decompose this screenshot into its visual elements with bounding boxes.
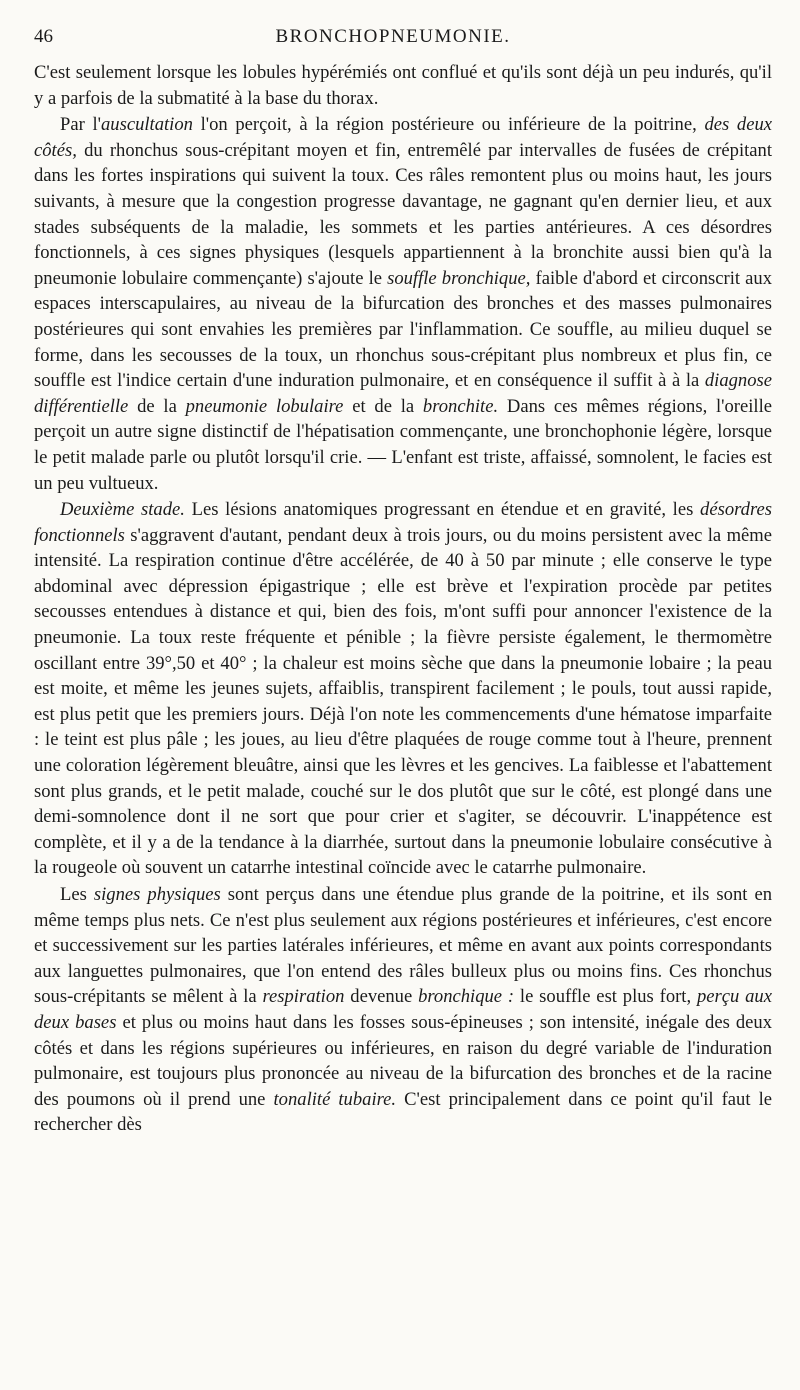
paragraph-deuxieme-stade <box>34 497 772 881</box>
page-number: 46 <box>34 26 53 47</box>
text-run: faible d'abord et circonscrit aux espaces interscapulaires, au niveau de la bifurcation des bronches et des masses pulmonaires postérieures qui sont envahies les premières par l'inflammation. Ce souffle, au milieu duquel se forme, dans les secousses de la toux, un rhonchus sous-crépitant plus nombreux et plus fin, ce souffle est l'indice certain d'une induration pulmonaire, et en conséquence il suffit à à la <box>34 267 772 392</box>
italic-term: tonalité tubaire. <box>273 1088 397 1110</box>
section-heading-italic: Deuxième stade. <box>60 499 185 521</box>
text-run: Dans ces mêmes régions, l'oreille perçoit un autre signe distinctif de l'hépatisation commençante, une bronchophonie légère, lorsque le petit malade parle ou plutôt lorsqu'il crie. — L'enfant est triste, affaissé, somnolent, le facies est un peu vultueux. <box>34 395 772 494</box>
paragraph-1 <box>34 60 772 111</box>
text-run: de la <box>128 395 186 417</box>
italic-term: bronchite. <box>422 395 499 417</box>
italic-term: perçu aux deux bases <box>34 986 772 1033</box>
italic-term: désordres fonctionnels <box>34 499 772 546</box>
text-run: sont perçus dans une étendue plus grande de la poitrine, et ils sont en même temps plus nets. Ce n'est plus seulement aux régions postérieures et inférieures, c'est encore et successivement sur les parties latérales inférieures, et même en avant aux points correspondants aux languettes pulmonaires, que l'on entend des râles bulleux plus ou moins fins. Ces rhonchus sous-crépitants se mêlent à la <box>34 884 773 1008</box>
paragraph-auscultation <box>34 112 772 496</box>
text-run: Les lésions anatomiques progressant en étendue et en gravité, les <box>184 499 701 521</box>
text-run: et plus ou moins haut dans les fosses sous-épineuses ; son intensité, inégale des deux côtés et dans les régions supérieures ou inférieures, en raison du degré variable de l'induration pulmonaire, est toujours plus prononcée au niveau de la bifurcation des bronches et de la racine des poumons où il prend une <box>34 1011 772 1110</box>
italic-term: pneumonie lobulaire <box>185 395 344 417</box>
paragraph-signes-physiques <box>34 882 772 1138</box>
text-run: l'on perçoit, à la région postérieure ou inférieure de la poitrine, <box>192 114 705 136</box>
italic-term: diagnose différentielle <box>34 370 772 417</box>
text-run: le souffle est plus fort, <box>514 986 697 1008</box>
italic-term: des deux côtés, <box>34 114 772 161</box>
italic-term: respiration <box>262 986 345 1008</box>
running-title: BRONCHOPNEUMONIE. <box>275 26 511 47</box>
italic-term: auscultation <box>100 114 193 136</box>
text-run: s'aggravent d'autant, pendant deux à trois jours, ou du moins persistent avec la même intensité. La respiration continue d'être accélérée, de 40 à 50 par minute ; elle conserve le type abdominal avec dépression épigastrique ; elle est brève et l'expiration procède par petites secousses entendues à distance et qui, bien des fois, m'ont suffi pour annoncer l'existence de la pneumonie. La toux reste fréquente et pénible ; la fièvre persiste également, le thermomètre oscillant entre 39°,50 et 40° ; la chaleur est moins sèche que dans la pneumonie lobaire ; la peau est moite, et même les jeunes sujets, affaiblis, transpirent facilement ; le pouls, tout aussi rapide, est plus petit que les premiers jours. Déjà l'on note les commencements d'une hématose imparfaite : le teint est plus pâle ; les joues, au lieu d'être plaquées de rouge comme tout à l'heure, prennent une coloration légèrement bleuâtre, ainsi que les lèvres et les gencives. La faiblesse et l'abattement sont plus grands, et le petit malade, couché sur le dos plutôt que sur le côté, est plongé dans une demi-somnolence dont il ne sort que pour crier et s'agiter, se découvrir. L'inappétence est complète, et il y a de la tendance à la diarrhée, surtout dans la pneumonie lobulaire consécutive à la rougeole où souvent un catarrhe intestinal coïncide avec le catarrhe pulmonaire. <box>34 524 772 879</box>
italic-term: signes physiques <box>93 884 221 905</box>
text-run: Les <box>60 884 94 905</box>
text-run: devenue <box>344 986 419 1008</box>
text-run: C'est principalement dans ce point qu'il faut le rechercher dès <box>34 1088 772 1136</box>
page-header <box>34 26 772 60</box>
text-run: Par l' <box>60 114 101 136</box>
text-run: et de la <box>343 395 423 417</box>
body-text <box>34 60 772 1138</box>
text-run: C'est seulement lorsque les lobules hypérémiés ont conflué et qu'ils sont déjà un peu indurés, qu'il y a parfois de la submatité à la base du thorax. <box>34 62 772 109</box>
italic-term: bronchique : <box>418 986 515 1008</box>
italic-term: souffle bronchique, <box>387 267 531 289</box>
text-run: du rhonchus sous-crépitant moyen et fin, entremêlé par intervalles de fusées de crépitant dans les fortes inspirations qui suivent la toux. Ces râles remontent plus ou moins haut, les jours suivants, à mesure que la congestion progresse davantage, ne gagnant qu'en dernier lieu, et aux stades subséquents de la maladie, les sommets et les parties antérieures. A ces désordres fonctionnels, à ces signes physiques (lesquels appartiennent à la bronchite aussi bien qu'à la pneumonie lobulaire commençante) s'ajoute le <box>34 139 772 289</box>
